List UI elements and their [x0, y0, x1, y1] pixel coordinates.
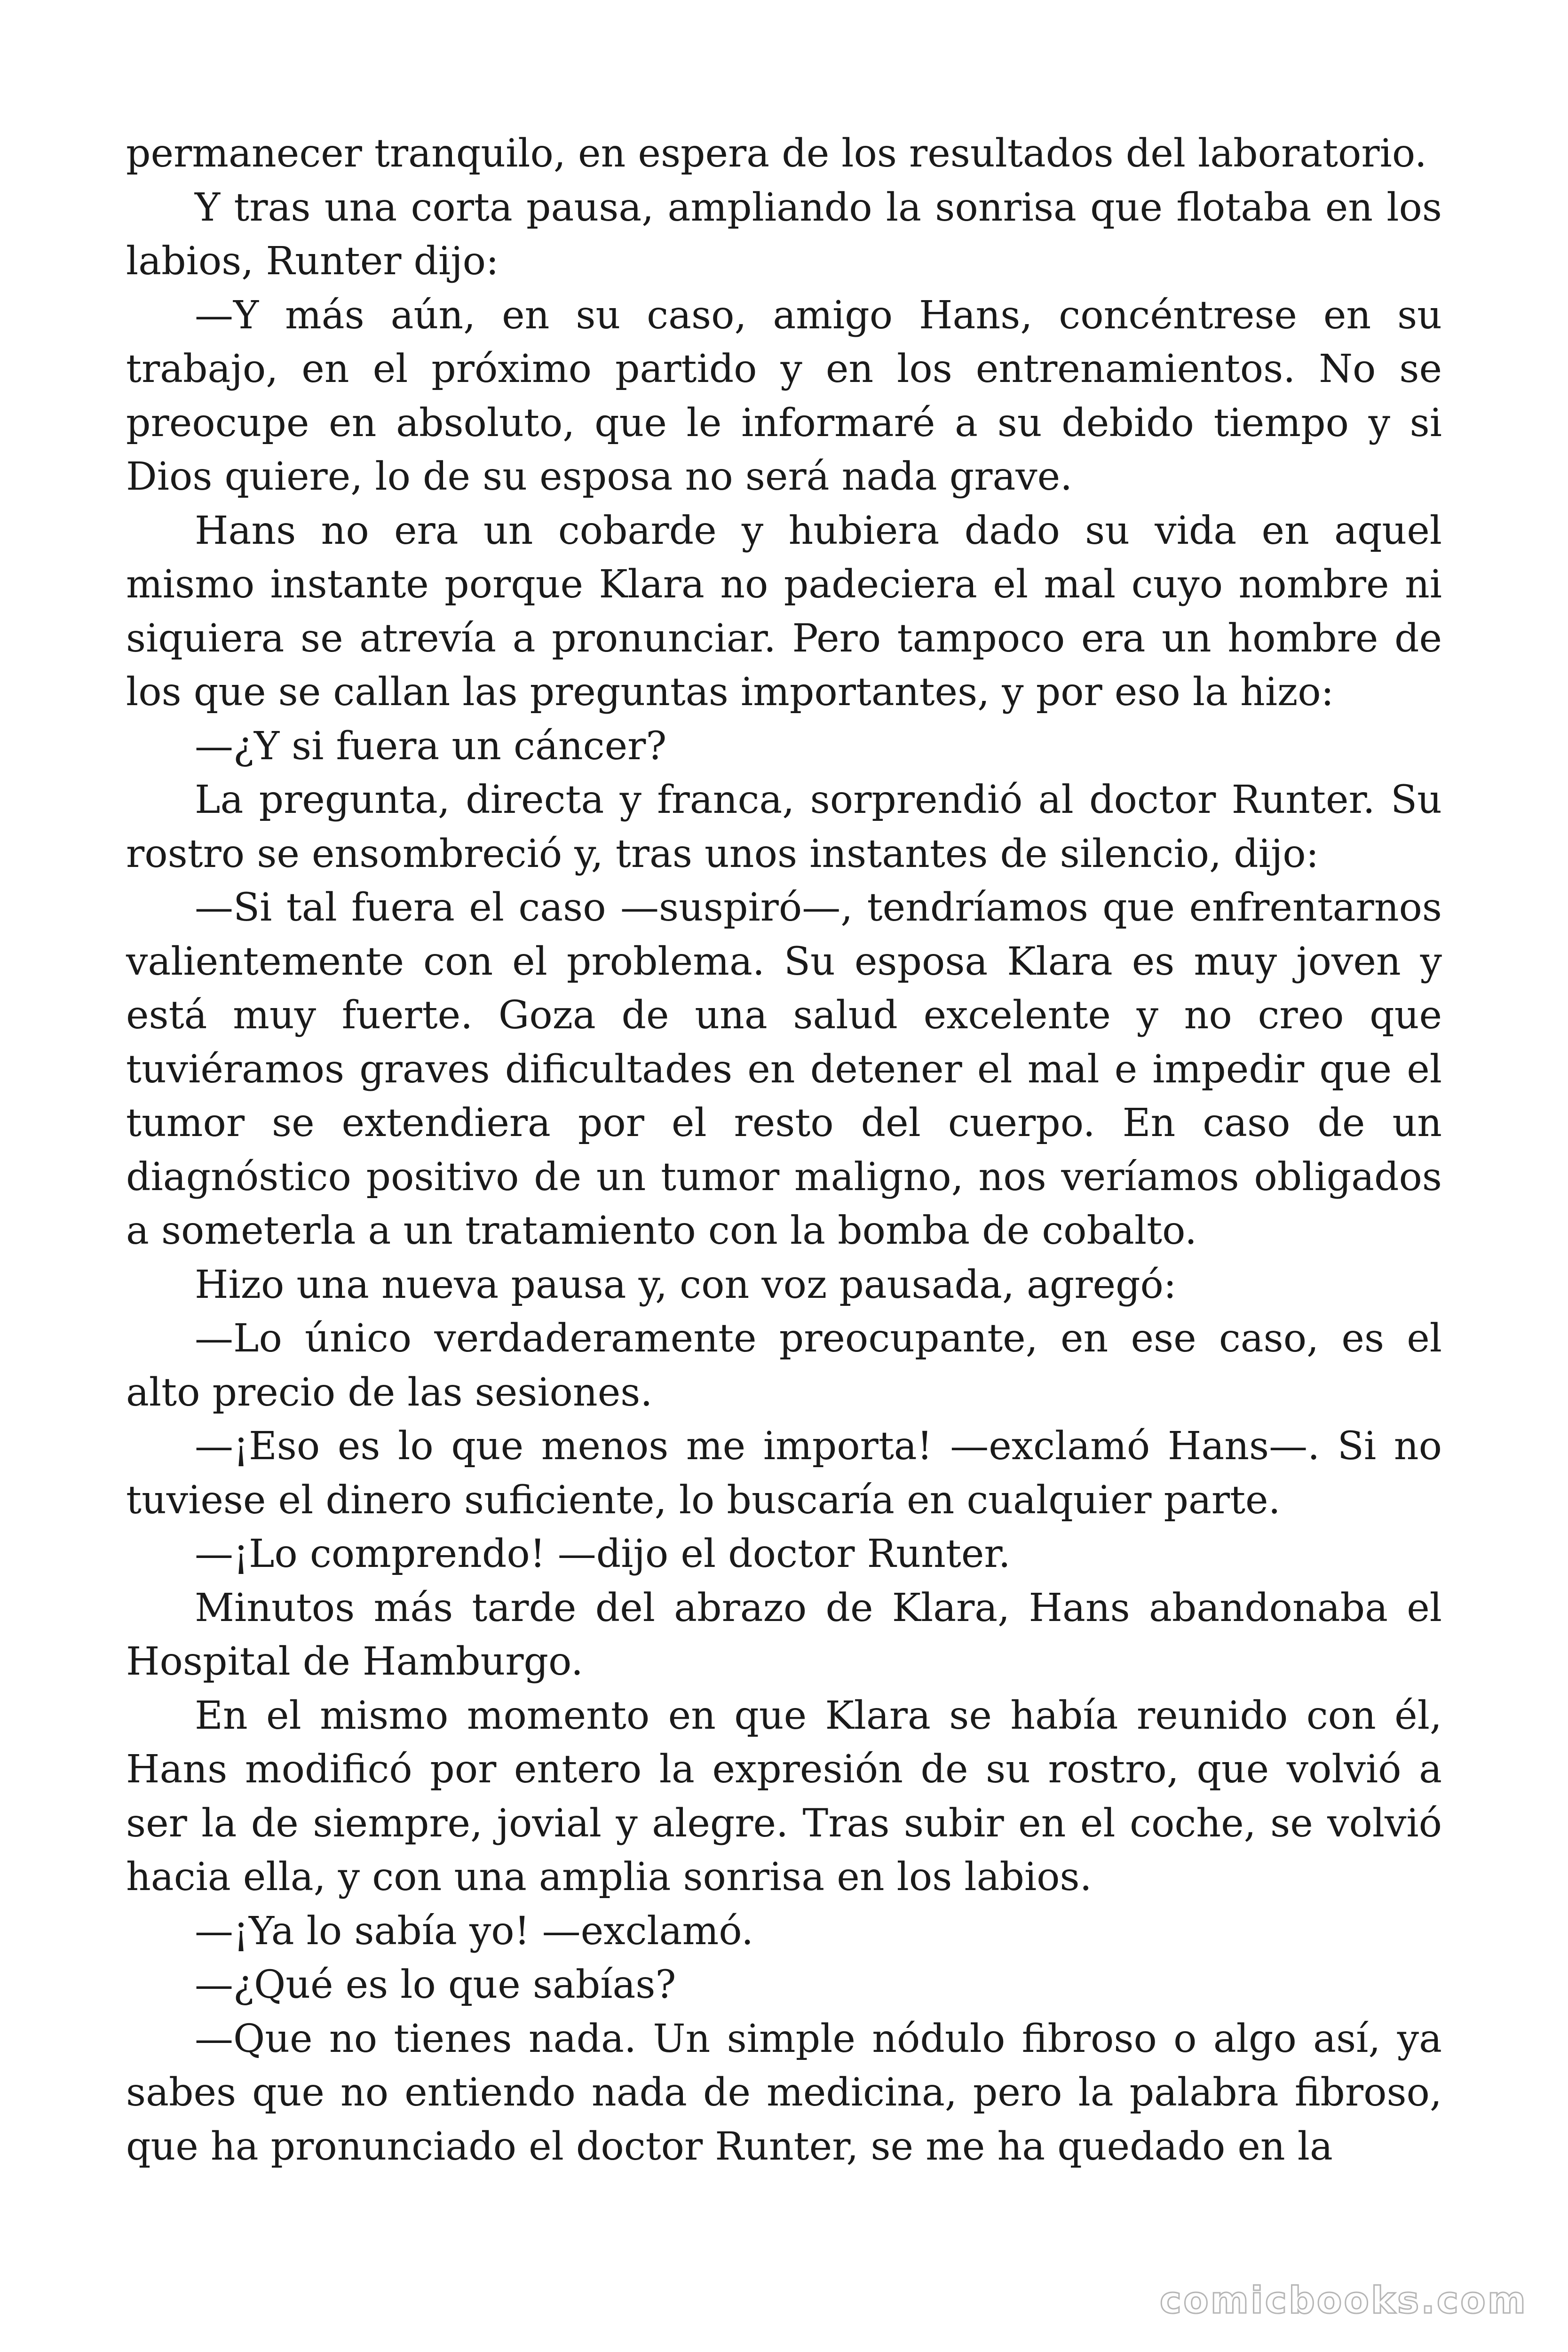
paragraph-dialogue: —¡Lo comprendo! —dijo el doctor Runter. — [195, 1532, 1011, 1576]
paragraph-dialogue: —Lo único verdaderamente preocupante, en ese caso, es el alto precio de las sesiones. — [126, 1316, 1442, 1415]
paragraph: La pregunta, directa y franca, sorprendió al doctor Runter. Su rostro se ensombreció y, tras unos instantes de silencio, dijo: — [126, 778, 1442, 876]
paragraph: Y tras una corta pausa, ampliando la sonrisa que flotaba en los labios, Runter dijo: — [126, 185, 1442, 284]
paragraph-dialogue: —¿Qué es lo que sabías? — [195, 1963, 676, 2007]
paragraph-dialogue: —¡Ya lo sabía yo! —exclamó. — [195, 1908, 754, 1954]
paragraph-dialogue: —Si tal fuera el caso —suspiró—, tendríamos que enfrentarnos valientemente con el problema. Su esposa Klara es muy joven y está muy fuerte. Goza de una salud excelente y no creo que tuviéramos graves dificultades en detener el mal e impedir que el tumor se extendiera por el resto del cuerpo. En caso de un diagnóstico positivo de un tumor maligno, nos veríamos obligados a someterla a un tratamiento con la bomba de cobalto. — [126, 885, 1442, 1253]
paragraph-dialogue: —¡Eso es lo que menos me importa! —exclamó Hans—. Si no tuviese el dinero suficiente, lo buscaría en cualquier parte. — [126, 1424, 1442, 1523]
paragraph: Minutos más tarde del abrazo de Klara, Hans abandonaba el Hospital de Hamburgo. — [126, 1585, 1442, 1684]
paragraph: Hans no era un cobarde y hubiera dado su vida en aquel mismo instante porque Klara no padeciera el mal cuyo nombre ni siquiera se atrevía a pronunciar. Pero tampoco era un hombre de los que se callan las preguntas importantes, y por eso la hizo: — [126, 508, 1442, 715]
book-page-text — [126, 127, 1442, 2174]
watermark: comicbooks.com — [1159, 2280, 1528, 2322]
paragraph-dialogue: —Y más aún, en su caso, amigo Hans, concéntrese en su trabajo, en el próximo partido y en los entrenamientos. No se preocupe en absoluto, que le informaré a su debido tiempo y si Dios quiere, lo de su esposa no será nada grave. — [126, 293, 1442, 499]
paragraph-dialogue: —Que no tienes nada. Un simple nódulo fibroso o algo así, ya sabes que no entiendo nada de medicina, pero la palabra fibroso, que ha pronunciado el doctor Runter, se me ha quedado en la — [126, 2016, 1442, 2169]
paragraph-dialogue: —¿Y si fuera un cáncer? — [195, 723, 667, 769]
paragraph: En el mismo momento en que Klara se había reunido con él, Hans modificó por entero la expresión de su rostro, que volvió a ser la de siempre, jovial y alegre. Tras subir en el coche, se volvió hacia ella, y con una amplia sonrisa en los labios. — [126, 1693, 1442, 1899]
paragraph-continued: permanecer tranquilo, en espera de los resultados del laboratorio. — [126, 131, 1427, 176]
paragraph: Hizo una nueva pausa y, con voz pausada, agregó: — [195, 1262, 1177, 1307]
